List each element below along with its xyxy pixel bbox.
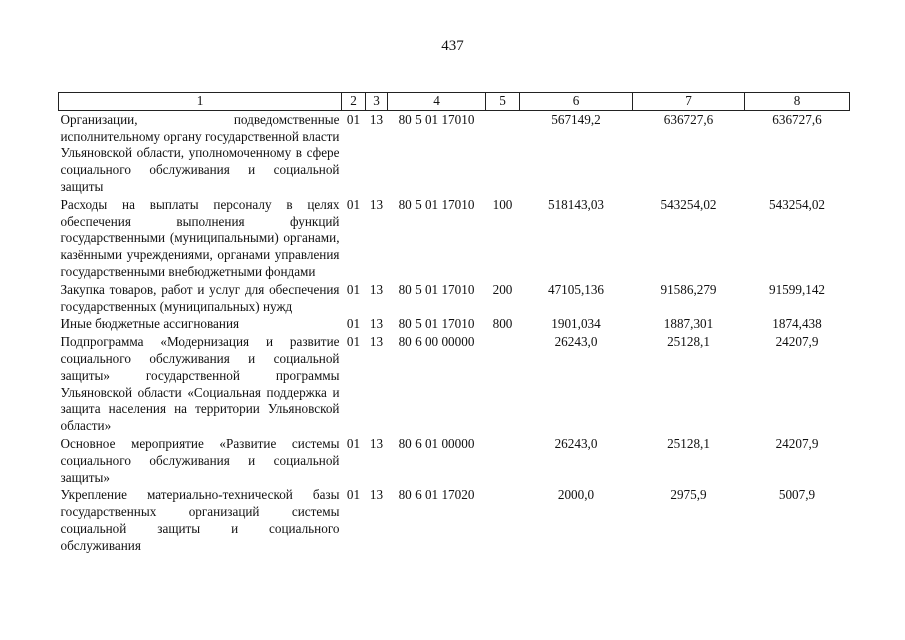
row-description: Укрепление материально-технической базы государственных организаций системы социальной защиты и социального обслуживания: [60, 487, 340, 553]
table-row: [59, 486, 850, 554]
row-subsection: 13: [369, 196, 384, 212]
row-target-code: 80 6 01 17020: [398, 487, 475, 503]
row-target-code: 80 5 01 17010: [398, 281, 475, 297]
row-expense-type: 800: [492, 316, 513, 332]
row-subsection: 13: [369, 111, 384, 127]
table-row: [59, 110, 850, 195]
row-description: Организации, подведомственные исполнительному органу государственной власти Ульяновской области, уполномоченному в сфере социального обслуживания и социальной защиты: [60, 111, 340, 194]
column-header-6: 6: [520, 93, 633, 111]
row-amount-col6: 518143,03: [547, 196, 605, 212]
row-expense-type: 100: [492, 196, 513, 212]
row-amount-col8: 543254,02: [768, 196, 826, 212]
row-amount-col7: 25128,1: [667, 334, 710, 350]
row-amount-col7: 2975,9: [670, 487, 707, 503]
row-section: 01: [346, 196, 361, 212]
row-amount-col8: 24207,9: [775, 435, 819, 451]
column-header-8: 8: [745, 93, 850, 111]
row-target-code: 80 6 00 00000: [398, 334, 475, 350]
row-amount-col6: 1901,034: [551, 316, 601, 332]
table-row: [59, 281, 850, 316]
row-description: Закупка товаров, работ и услуг для обеспечения государственных (муниципальных) нужд: [60, 281, 340, 314]
row-subsection: 13: [369, 316, 384, 332]
table-row: [59, 196, 850, 281]
row-section: 01: [346, 435, 361, 451]
column-header-3: 3: [366, 93, 388, 111]
table-row: [59, 333, 850, 435]
table-row: [59, 315, 850, 333]
table-row: [59, 435, 850, 486]
row-expense-type: [486, 435, 520, 486]
row-subsection: 13: [369, 435, 384, 451]
column-header-4: 4: [388, 93, 486, 111]
row-expense-type: [486, 333, 520, 435]
row-section: 01: [346, 111, 361, 127]
row-amount-col8: 91599,142: [768, 281, 826, 297]
row-target-code: 80 5 01 17010: [398, 316, 475, 332]
row-expense-type: [486, 110, 520, 195]
row-amount-col7: 543254,02: [660, 196, 717, 212]
row-amount-col7: 636727,6: [663, 111, 714, 127]
budget-table: [58, 92, 850, 555]
row-amount-col7: 25128,1: [667, 435, 710, 451]
column-header-2: 2: [342, 93, 366, 111]
row-amount-col6: 26243,0: [554, 435, 598, 451]
row-expense-type: 200: [492, 281, 513, 297]
row-description: Подпрограмма «Модернизация и развитие социального обслуживания и социальной защиты» государственной программы Ульяновской области «Социальная поддержка и защита населения на территории Ульяновской области»: [60, 334, 340, 434]
row-amount-col7: 1887,301: [663, 316, 714, 332]
row-subsection: 13: [369, 334, 384, 350]
row-amount-col8: 5007,9: [778, 487, 816, 503]
row-amount-col8: 636727,6: [772, 111, 822, 127]
row-subsection: 13: [369, 487, 384, 503]
row-target-code: 80 5 01 17010: [398, 111, 475, 127]
row-amount-col6: 2000,0: [557, 487, 595, 503]
row-description: Иные бюджетные ассигнования: [60, 316, 240, 332]
row-section: 01: [346, 487, 361, 503]
column-header-7: 7: [633, 93, 745, 111]
column-header-5: 5: [486, 93, 520, 111]
row-target-code: 80 5 01 17010: [398, 196, 475, 212]
row-target-code: 80 6 01 00000: [398, 435, 475, 451]
column-header-1: 1: [59, 93, 342, 111]
row-section: 01: [346, 334, 361, 350]
row-subsection: 13: [369, 281, 384, 297]
row-section: 01: [346, 281, 361, 297]
row-description: Расходы на выплаты персоналу в целях обеспечения выполнения функций государственными (муниципальными) органами, казёнными учреждениями, органами управления государственными внебюджетными фондами: [60, 196, 340, 279]
row-description: Основное мероприятие «Развитие системы социального обслуживания и социальной защиты»: [60, 435, 340, 485]
row-amount-col6: 26243,0: [554, 334, 598, 350]
row-amount-col6: 47105,136: [547, 281, 605, 297]
page-number: 437: [441, 38, 464, 54]
header-row: [59, 93, 850, 111]
row-amount-col8: 24207,9: [775, 334, 819, 350]
row-section: 01: [346, 316, 361, 332]
row-amount-col6: 567149,2: [551, 111, 601, 127]
row-amount-col8: 1874,438: [772, 316, 822, 332]
row-amount-col7: 91586,279: [660, 281, 717, 297]
row-expense-type: [486, 486, 520, 554]
